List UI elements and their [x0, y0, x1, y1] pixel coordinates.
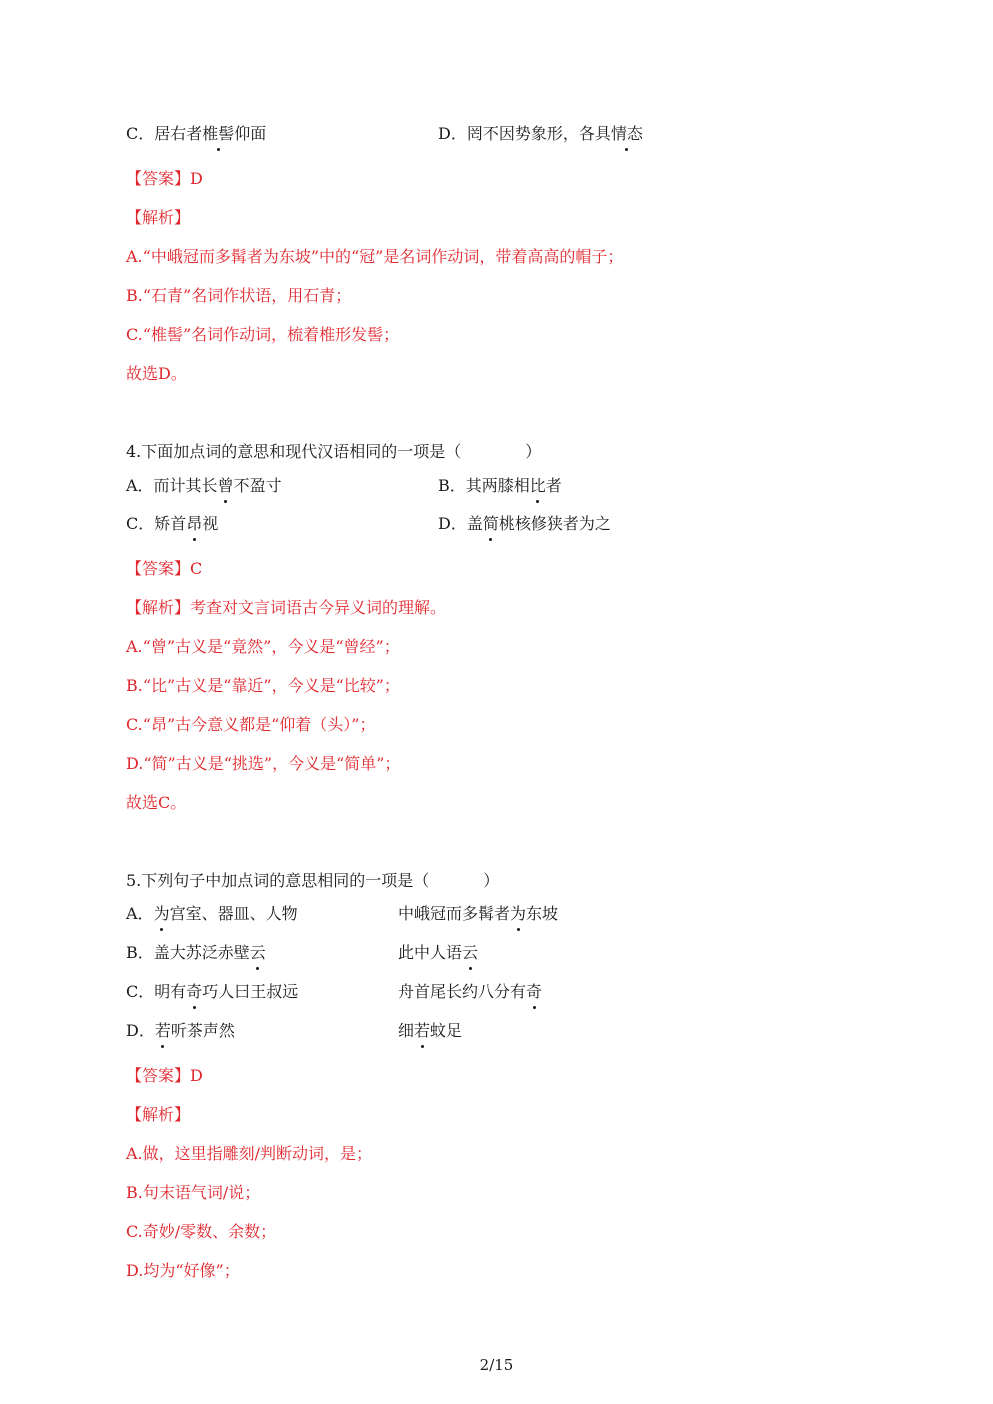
q5-answer	[126, 1065, 203, 1087]
emphasis-dot-word: 为	[510, 904, 527, 923]
q3-answer	[126, 168, 203, 190]
q4-option-b: B．其两膝相比者	[438, 476, 562, 495]
q3-option-d: D．罔不因势象形，各具情态	[438, 124, 643, 143]
q5-option-a-left: A．为宫室、器皿、人物	[126, 904, 298, 923]
q4-analysis-line: 故选C。	[126, 793, 187, 812]
q4-analysis-line: B.“比”古义是“靠近”，今义是“比较”；	[126, 676, 400, 695]
q4-option-d: D．盖简桃核修狭者为之	[438, 514, 611, 533]
answer-value: D	[190, 169, 203, 188]
emphasis-dot-word: 若	[414, 1021, 431, 1040]
q5-analysis-line: B.句末语气词/说；	[126, 1183, 261, 1202]
q4-analysis-line: C.“昂”古今意义都是“仰着（头）”；	[126, 715, 376, 734]
analysis-intro: 考查对文言词语古今异义词的理解。	[190, 598, 447, 617]
emphasis-dot-word: 若	[154, 1021, 171, 1040]
q5-option-a-right: 中峨冠而多髯者为东坡	[398, 904, 559, 923]
q5-option-b-left: B．盖大苏泛赤壁云	[126, 943, 266, 962]
q5-option-c-left: C．明有奇巧人曰王叔远	[126, 982, 299, 1001]
q4-stem: 4.下面加点词的意思和现代汉语相同的一项是（ ）	[126, 442, 542, 461]
emphasis-dot-word: 情态	[610, 124, 643, 143]
q3-analysis-line: A.“中峨冠而多髯者为东坡”中的“冠”是名词作动词，带着高高的帽子；	[126, 247, 624, 266]
emphasis-dot-word: 为	[153, 904, 170, 923]
q5-analysis-line: A.做，这里指雕刻/判断动词，是；	[126, 1144, 373, 1163]
q4-option-c: C．矫首昂视	[126, 514, 219, 533]
q5-analysis-line: D.均为“好像”；	[126, 1261, 240, 1280]
q5-option-b-right: 此中人语云	[398, 943, 479, 962]
q3-analysis-line: C.“椎髻”名词作动词，梳着椎形发髻；	[126, 325, 400, 344]
answer-value: D	[190, 1066, 203, 1085]
q5-option-c-right: 舟首尾长约八分有奇	[398, 982, 543, 1001]
q5-analysis-label: 【解析】	[126, 1105, 191, 1124]
q4-option-a: A．而计其长曾不盈寸	[126, 476, 282, 495]
emphasis-dot-word: 昂	[186, 514, 203, 533]
emphasis-dot-word: 比	[529, 476, 546, 495]
emphasis-dot-word: 椎髻	[202, 124, 235, 143]
emphasis-dot-word: 云	[462, 943, 479, 962]
answer-label: 【答案】	[126, 559, 191, 578]
analysis-label: 【解析】	[126, 598, 191, 617]
q5-option-d-right: 细若蚊足	[398, 1021, 463, 1040]
emphasis-dot-word: 奇	[186, 982, 203, 1001]
q4-analysis-header	[126, 597, 446, 619]
q4-analysis-line: A.“曾”古义是“竟然”，今义是“曾经”；	[126, 637, 400, 656]
answer-label: 【答案】	[126, 169, 191, 188]
answer-value: C	[190, 559, 203, 578]
q4-analysis-line: D.“简”古义是“挑选”，今义是“简单”；	[126, 754, 401, 773]
q3-analysis-label: 【解析】	[126, 208, 191, 227]
answer-label: 【答案】	[126, 1066, 191, 1085]
q3-analysis-line: 故选D。	[126, 364, 187, 383]
q3-option-c: C．居右者椎髻仰面	[126, 124, 267, 143]
emphasis-dot-word: 简	[482, 514, 499, 533]
emphasis-dot-word: 云	[249, 943, 266, 962]
q5-stem: 5.下列句子中加点词的意思相同的一项是（ ）	[126, 871, 500, 890]
q5-analysis-line: C.奇妙/零数、余数；	[126, 1222, 277, 1241]
emphasis-dot-word: 奇	[526, 982, 543, 1001]
q4-answer	[126, 558, 202, 580]
q5-option-d-left: D．若听茶声然	[126, 1021, 235, 1040]
emphasis-dot-word: 曾	[217, 476, 234, 495]
q3-analysis-line: B.“石青”名词作状语，用石青；	[126, 286, 352, 305]
page-number: 2/15	[479, 1356, 514, 1374]
